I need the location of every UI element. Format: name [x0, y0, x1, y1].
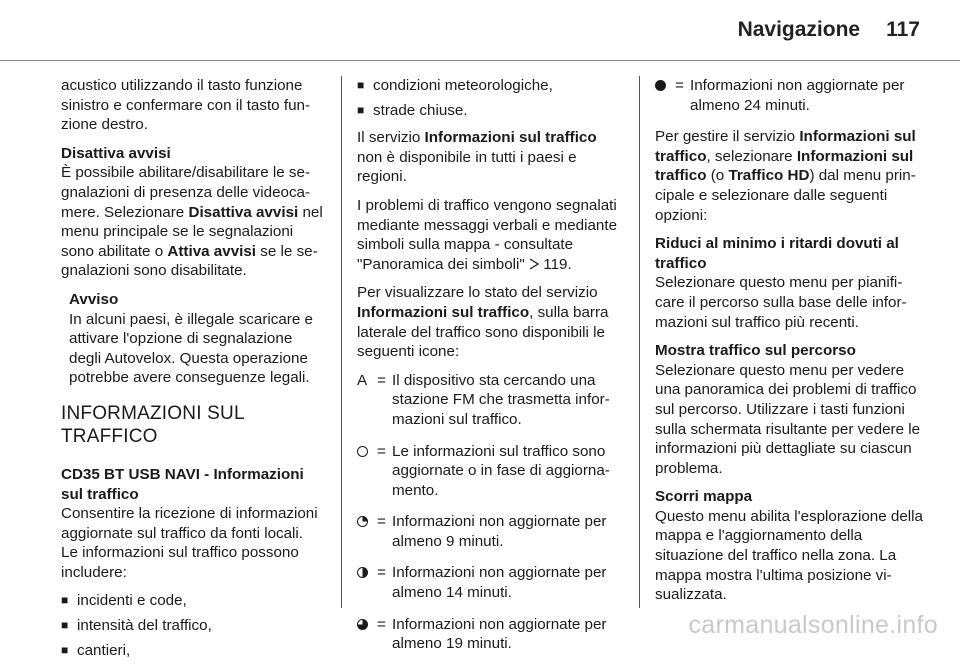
column-3: [655, 76, 923, 614]
equals-sign: =: [377, 564, 386, 582]
list-item: [357, 101, 623, 121]
traffic-intro: [61, 465, 324, 583]
status-paragraph: [357, 283, 623, 361]
option-show-traffic: [655, 341, 923, 478]
paragraph-text: , sulla barra laterale del traffico sono disponibili le seguenti icone:: [357, 303, 609, 361]
paragraph-text: I problemi di traffico vengono segnalati mediante messaggi verbali e mediante simboli sulla mappa - consultate "Panoramica dei simboli": [357, 196, 618, 273]
option-heading: Mostra traffico sul percorso: [655, 342, 856, 360]
page-number: 117: [886, 18, 920, 41]
paragraph-text: Per gestire il servizio: [655, 128, 800, 146]
status-description: Informazioni non aggiornate per almeno 19 minuti.: [392, 615, 607, 653]
list-item-text: strade chiuse.: [373, 101, 468, 119]
status-definition: [357, 371, 623, 430]
service-name: Informazioni sul traffico: [424, 129, 597, 147]
paragraph-text: , selezionare: [706, 147, 797, 165]
watermark: carmanualsonline.info: [688, 611, 938, 639]
alerts-paragraph: [61, 144, 324, 281]
equals-sign: =: [377, 442, 386, 460]
paragraph-text: Il servizio: [357, 129, 425, 147]
status-definition: [357, 615, 623, 654]
full-circle-icon: [655, 80, 666, 91]
bullet-icon: ■: [61, 618, 69, 633]
status-definition: [357, 442, 623, 501]
page-reference-icon: [529, 258, 539, 270]
note-text: In alcuni paesi, è illegale scaricare e attivare l'opzione di segnalazione degli Autovelox. Questa operazione potrebbe avere conseguenze legali.: [69, 310, 313, 387]
menu-name: Traffico HD: [728, 167, 810, 185]
status-description: Informazioni non aggiornate per almeno 14 minuti.: [392, 564, 607, 602]
note-box: [69, 290, 324, 388]
half-circle-icon: [357, 567, 368, 578]
service-name: Informazioni sul traffico: [357, 303, 530, 321]
status-description: Il dispositivo sta cercando una stazione FM che trasmetta informazioni sul traffico.: [392, 371, 610, 428]
paragraph-text: Per visualizzare lo stato del servizio: [357, 284, 598, 302]
alerts-text: se le segnalazioni sono disabilitate.: [61, 242, 318, 280]
status-definition: [655, 76, 923, 115]
header-rule: [0, 60, 960, 61]
alerts-text: È possibile abilitare/disabilitare le segnalazioni di presenza delle videocamere. Selezionare: [61, 164, 311, 221]
bullet-icon: ■: [61, 593, 69, 608]
page-reference: 119.: [543, 255, 572, 273]
status-description: Informazioni non aggiornate per almeno 9 minuti.: [392, 513, 607, 550]
equals-sign: =: [675, 77, 684, 94]
availability-paragraph: [357, 128, 623, 187]
status-description: Informazioni non aggiornate per almeno 24 minuti.: [690, 77, 905, 114]
list-item: [357, 76, 623, 96]
traffic-subheading: CD35 BT USB NAVI - Informazioni sul traffico: [61, 465, 304, 503]
list-item: [61, 641, 324, 661]
bullet-icon: ■: [61, 642, 69, 657]
manage-paragraph: [655, 127, 923, 225]
column-divider: [341, 76, 342, 608]
section-name: Navigazione: [737, 18, 861, 41]
list-item-text: cantieri,: [77, 641, 131, 659]
quarter-circle-icon: [357, 516, 368, 527]
section-title-line: INFORMAZIONI SUL: [61, 402, 245, 424]
bullet-icon: ■: [357, 78, 365, 92]
paragraph-text: ) dal menu principale e selezionare dalle seguenti opzioni:: [655, 167, 916, 224]
status-letter: A: [357, 371, 368, 389]
option-heading: Riduci al minimo i ritardi dovuti al traffico: [655, 235, 899, 272]
paragraph-text: (o: [706, 167, 729, 185]
three-quarter-circle-icon: [357, 619, 368, 630]
list-item-text: intensità del traffico,: [77, 617, 212, 635]
list-item-text: condizioni meteorologiche,: [373, 77, 553, 94]
traffic-intro-text: Consentire la ricezione di informazioni aggiornate sul traffico da fonti locali. Le informazioni sul traffico possono includere:: [61, 505, 318, 581]
section-title-line: TRAFFICO: [61, 425, 158, 447]
status-description: Le informazioni sul traffico sono aggiornate o in fase di aggiornamento.: [392, 442, 610, 499]
empty-circle-icon: [357, 446, 368, 457]
option-scroll-map: [655, 487, 923, 605]
option-minimize-delays: [655, 234, 923, 332]
service-name: Informazioni sul traffico: [655, 128, 916, 165]
paragraph-text: non è disponibile in tutti i paesi e regioni.: [357, 148, 577, 186]
page-header: [738, 18, 920, 48]
menu-name: Informazioni sul traffico: [655, 147, 914, 185]
column-2: [357, 76, 623, 666]
alerts-option-off: Disattiva avvisi: [188, 203, 299, 221]
section-title: [61, 402, 324, 448]
alerts-heading: Disattiva avvisi: [61, 144, 171, 162]
alerts-text: nel menu principale se le segnalazioni sono abilitate o: [61, 203, 323, 260]
list-item: [61, 616, 324, 636]
signals-paragraph: [357, 196, 623, 274]
option-heading: Scorri mappa: [655, 488, 753, 506]
option-text: Questo menu abilita l'esplorazione della mappa e l'aggiornamento della situazione del traffico nella zona. La mappa mostra l'ultima posizione visualizzata.: [655, 507, 923, 604]
column-1: [61, 76, 324, 665]
option-text: Selezionare questo menu per pianificare il percorso sulla base delle informazioni sul traffico più recenti.: [655, 274, 907, 331]
note-heading: Avviso: [69, 290, 119, 308]
option-text: Selezionare questo menu per vedere una panoramica dei problemi di traffico sul percorso. Utilizzare i tasti funzioni sulla schermata risultante per vedere le informazioni più dettagliate su ciascun problema.: [655, 361, 921, 477]
status-definition: [357, 563, 623, 602]
status-definition: [357, 512, 623, 551]
column-divider: [639, 76, 640, 608]
list-item: [61, 591, 324, 611]
list-item-text: incidenti e code,: [77, 592, 187, 610]
intro-paragraph: acustico utilizzando il tasto funzione sinistro e confermare con il tasto funzione destro.: [61, 77, 311, 134]
equals-sign: =: [377, 371, 386, 389]
bullet-icon: ■: [357, 102, 365, 117]
equals-sign: =: [377, 513, 386, 531]
alerts-option-on: Attiva avvisi: [167, 242, 257, 260]
equals-sign: =: [377, 615, 386, 633]
